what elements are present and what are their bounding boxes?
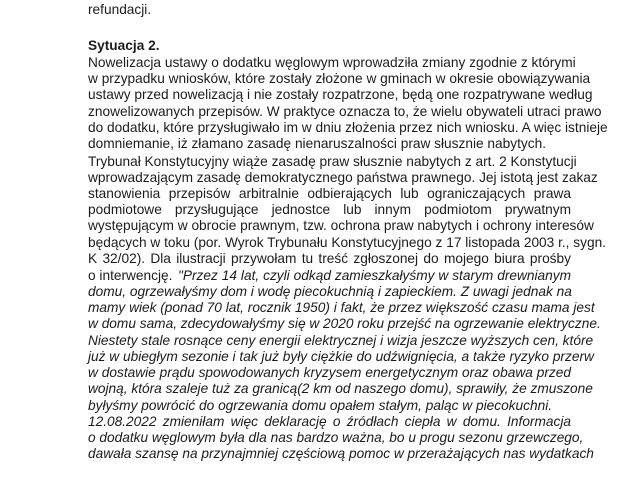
paragraph-2-line: Trybunał Konstytucyjny wiąże zasadę praw słusznie nabytych z art. 2 Konstytucji [88,154,577,169]
paragraph-1-line: domniemanie, iż złamano zasadę nienaruszalności praw słusznie nabytych. [88,136,547,151]
paragraph-2-line: wprowadzającym zasadę demokratycznego państwa prawnego. Jej istotą jest zakaz [88,170,598,185]
quote-line: byłyśmy powrócić do ogrzewania domu opałem stałym, paląc w piecokuchni. [88,398,553,413]
previous-paragraph-fragment: refundacji. [88,2,152,17]
section-heading: Sytuacja 2. [88,38,160,53]
quote-line: dawała szansę na przynajmniej częściową pomoc w przerażających nas wydatkach [88,446,594,461]
paragraph-2-line: będących w toku (por. Wyrok Trybunału Konstytucyjnego z 17 listopada 2003 r., sygn. [88,235,607,250]
quote-line: Niestety stale rosnące ceny energii elektrycznej i wizja jeszcze wyższych cen, które [88,333,594,348]
quote-line: "Przez 14 lat, czyli odkąd zamieszkałyśmy w starym drewnianym [178,268,571,283]
paragraph-1-line: Nowelizacja ustawy o dodatku węglowym wprowadziła zmiany zgodnie z którymi [88,55,576,70]
quote-line: w dostawie prądu spowodowanych kryzysem energetycznym oraz obawa przed [88,365,571,380]
paragraph-2-line: K 32/02). Dla ilustracji przywołam tu treść zgłoszonej do mojego biura prośby [88,251,571,266]
quote-line: 12.08.2022 zmieniłam więc deklarację o źródłach ciepła w domu. Informacja [88,414,571,429]
paragraph-1-line: w przypadku wniosków, które zostały złożone w gminach w okresie obowiązywania [88,71,591,86]
quote-line: w domu sama, zdecydowałyśmy się w 2020 roku przejść na ogrzewanie elektryczne. [88,316,601,331]
paragraph-2-line: podmiotowe przysługujące jednostce lub innym podmiotom prywatnym [88,202,571,217]
paragraph-2-line: stanowienia przepisów arbitralnie odbierających lub ograniczających prawa [88,186,571,201]
quote-line: wojną, która szaleje tuż za granicą(2 km od naszego domu), sprawiły, że zmuszone [88,381,593,396]
quote-line: już w ubiegłym sezonie i tak już były ciężkie do udźwignięcia, a także ryzyko przerw [88,349,594,364]
paragraph-2-line: o interwencję. [88,268,173,283]
quote-line: mamy wiek (ponad 70 lat, rocznik 1950) i fakt, że przez większość czasu mama jest [88,300,595,315]
paragraph-1-line: ustawy przed nowelizacją i nie zostały rozpatrzone, będą one rozpatrywane według [88,87,593,102]
quote-line: domu, ogrzewałyśmy dom i wodę piecokuchnią i zapieckiem. Z uwagi jednak na [88,284,572,299]
quote-line: o dodatku węglowym była dla nas bardzo ważna, bo u progu sezonu grzewczego, [88,430,584,445]
paragraph-1-line: do dodatku, które przysługiwało im w dniu złożenia przez nich wniosku. A więc istnieje [88,120,608,135]
paragraph-1-line: znowelizowanych przepisów. W praktyce oznacza to, że wielu obywateli utraci prawo [88,104,602,119]
paragraph-2-line: występującym w obrocie prawnym, tzw. ochrona praw nabytych i ochrony interesów [88,218,594,233]
